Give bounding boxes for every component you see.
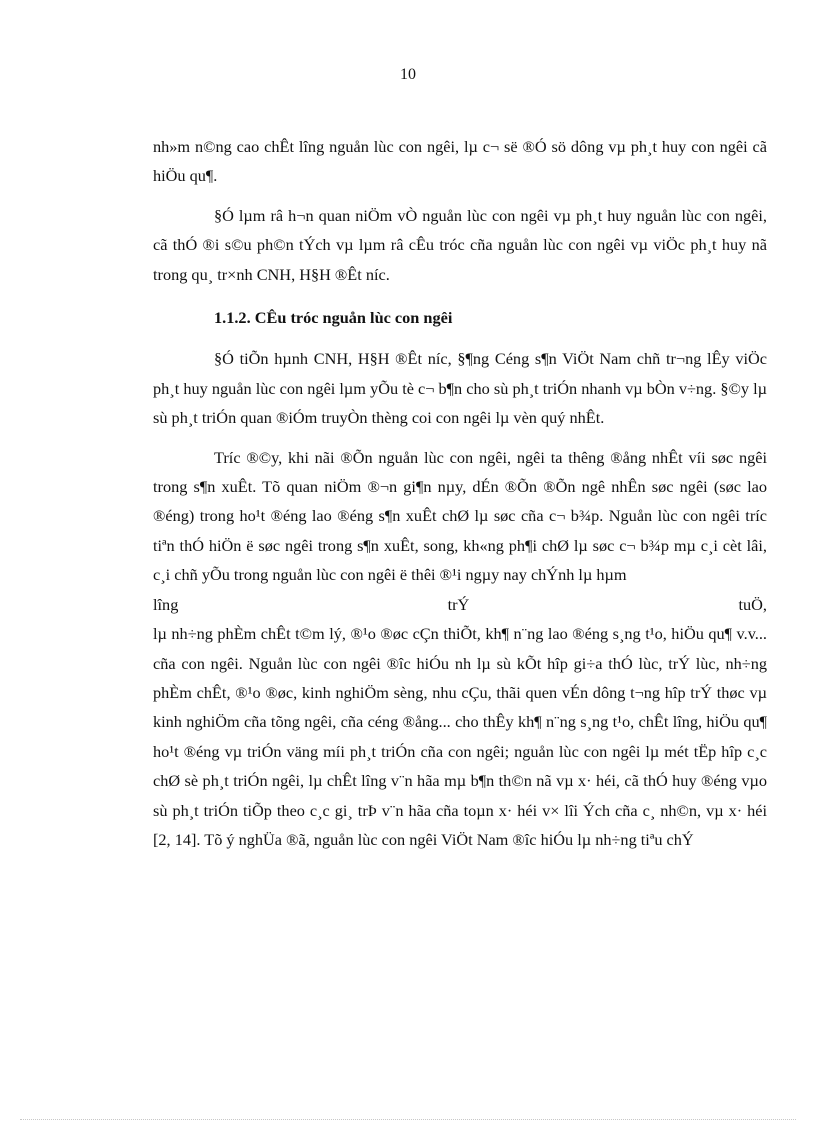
paragraph-2: §Ó lµm râ h¬n quan niÖm vÒ nguån lùc con ngêi vµ ph¸t huy nguån lùc con ngêi, cã thÓ ®i s©u ph©n tÝch vµ lµm râ cÊu tróc cña nguån lùc con ngêi vµ viÖc ph¸t huy nã trong qu¸ tr×nh CNH, H§H ®Êt níc. [153, 205, 767, 284]
paragraph-4-rest: lµ nh÷ng phÈm chÊt t©m lý, ®¹o ®øc cÇn thiÕt, kh¶ n¨ng lao ®éng s¸ng t¹o, hiÖu qu¶ v.v... cña con ngêi. Nguån lùc con ngêi ®îc hiÓu nh lµ sù kÕt hîp gi÷a thÓ lùc, trÝ lùc, nh÷ng phÈm chÊt, ®¹o ®øc, kinh nghiÖm sèng, nhu cÇu, thãi quen vÉn dông t¬ng hîp trÝ thøc vµ kinh nghiÖm cña tõng ngêi, cña céng ®ång... cho thÊy kh¶ n¨ng s¸ng t¹o, chÊt lîng, hiÖu qu¶ ho¹t ®éng vµ triÓn väng míi ph¸t triÓn cña con ngêi; nguån lùc con ngêi lµ mét tËp hîp c¸c chØ sè ph¸t triÓn ngêi, lµ chÊt lîng v¨n hãa mµ b¶n th©n nã vµ x· héi, cã thÓ huy ®éng vµo sù ph¸t triÓn tiÕp theo c¸c gi¸ trÞ v¨n hãa cña toµn x· héi v× lîi Ých cña c¸ nh©n, vµ x· héi [2, 14]. Tõ ý nghÜa ®ã, nguån lùc con ngêi ViÖt Nam ®îc hiÓu lµ nh÷ng tiªu chÝ [153, 624, 767, 849]
spread-word: tuÖ, [738, 594, 767, 614]
paragraph-3: §Ó tiÕn hµnh CNH, H§H ®Êt níc, §¶ng Céng s¶n ViÖt Nam chñ tr¬ng lÊy viÖc ph¸t huy nguån lùc con ngêi lµm yÕu tè c¬ b¶n cho sù ph¸t triÓn nhanh vµ bÒn v÷ng. §©y lµ sù ph¸t triÓn quan ®iÓm truyÒn thèng coi con ngêi lµ vèn quý nhÊt. [153, 349, 767, 428]
paragraph-4-lead: Tríc ®©y, khi nãi ®Õn nguån lùc con ngêi, ngêi ta thêng ®ång nhÊt víi søc ngêi trong s¶n xuÊt. Tõ quan niÖm ®¬n gi¶n nµy, dÉn ®Õn ®Õn ngê nhÊn søc ngêi (søc lao ®éng) trong ho¹t ®éng lao ®éng s¶n xuÊt chØ lµ søc cña c¬ b¾p. Nguån lùc con ngêi tríc tiªn thÓ hiÖn ë søc ngêi trong s¶n xuÊt, song, kh«ng ph¶i chØ lµ søc c¬ b¾p mµ c¸i cèt lâi, c¸i chñ yÕu trong nguån lùc con ngêi ë thêi ®¹i ngµy nay chÝnh lµ hµm [153, 447, 767, 585]
spread-word: trÝ [447, 594, 470, 614]
page-bottom-rule [20, 1119, 796, 1120]
spread-line [153, 590, 767, 619]
section-heading: 1.1.2. CÊu tróc nguån lùc con ngêi [214, 308, 453, 328]
page-number: 10 [400, 66, 416, 83]
document-body [153, 132, 767, 854]
spread-word: lîng [153, 594, 179, 614]
paragraph-1: nh»m n©ng cao chÊt lîng nguån lùc con ngêi, lµ c¬ së ®Ó sö dông vµ ph¸t huy con ngêi cã hiÖu qu¶. [153, 137, 767, 186]
